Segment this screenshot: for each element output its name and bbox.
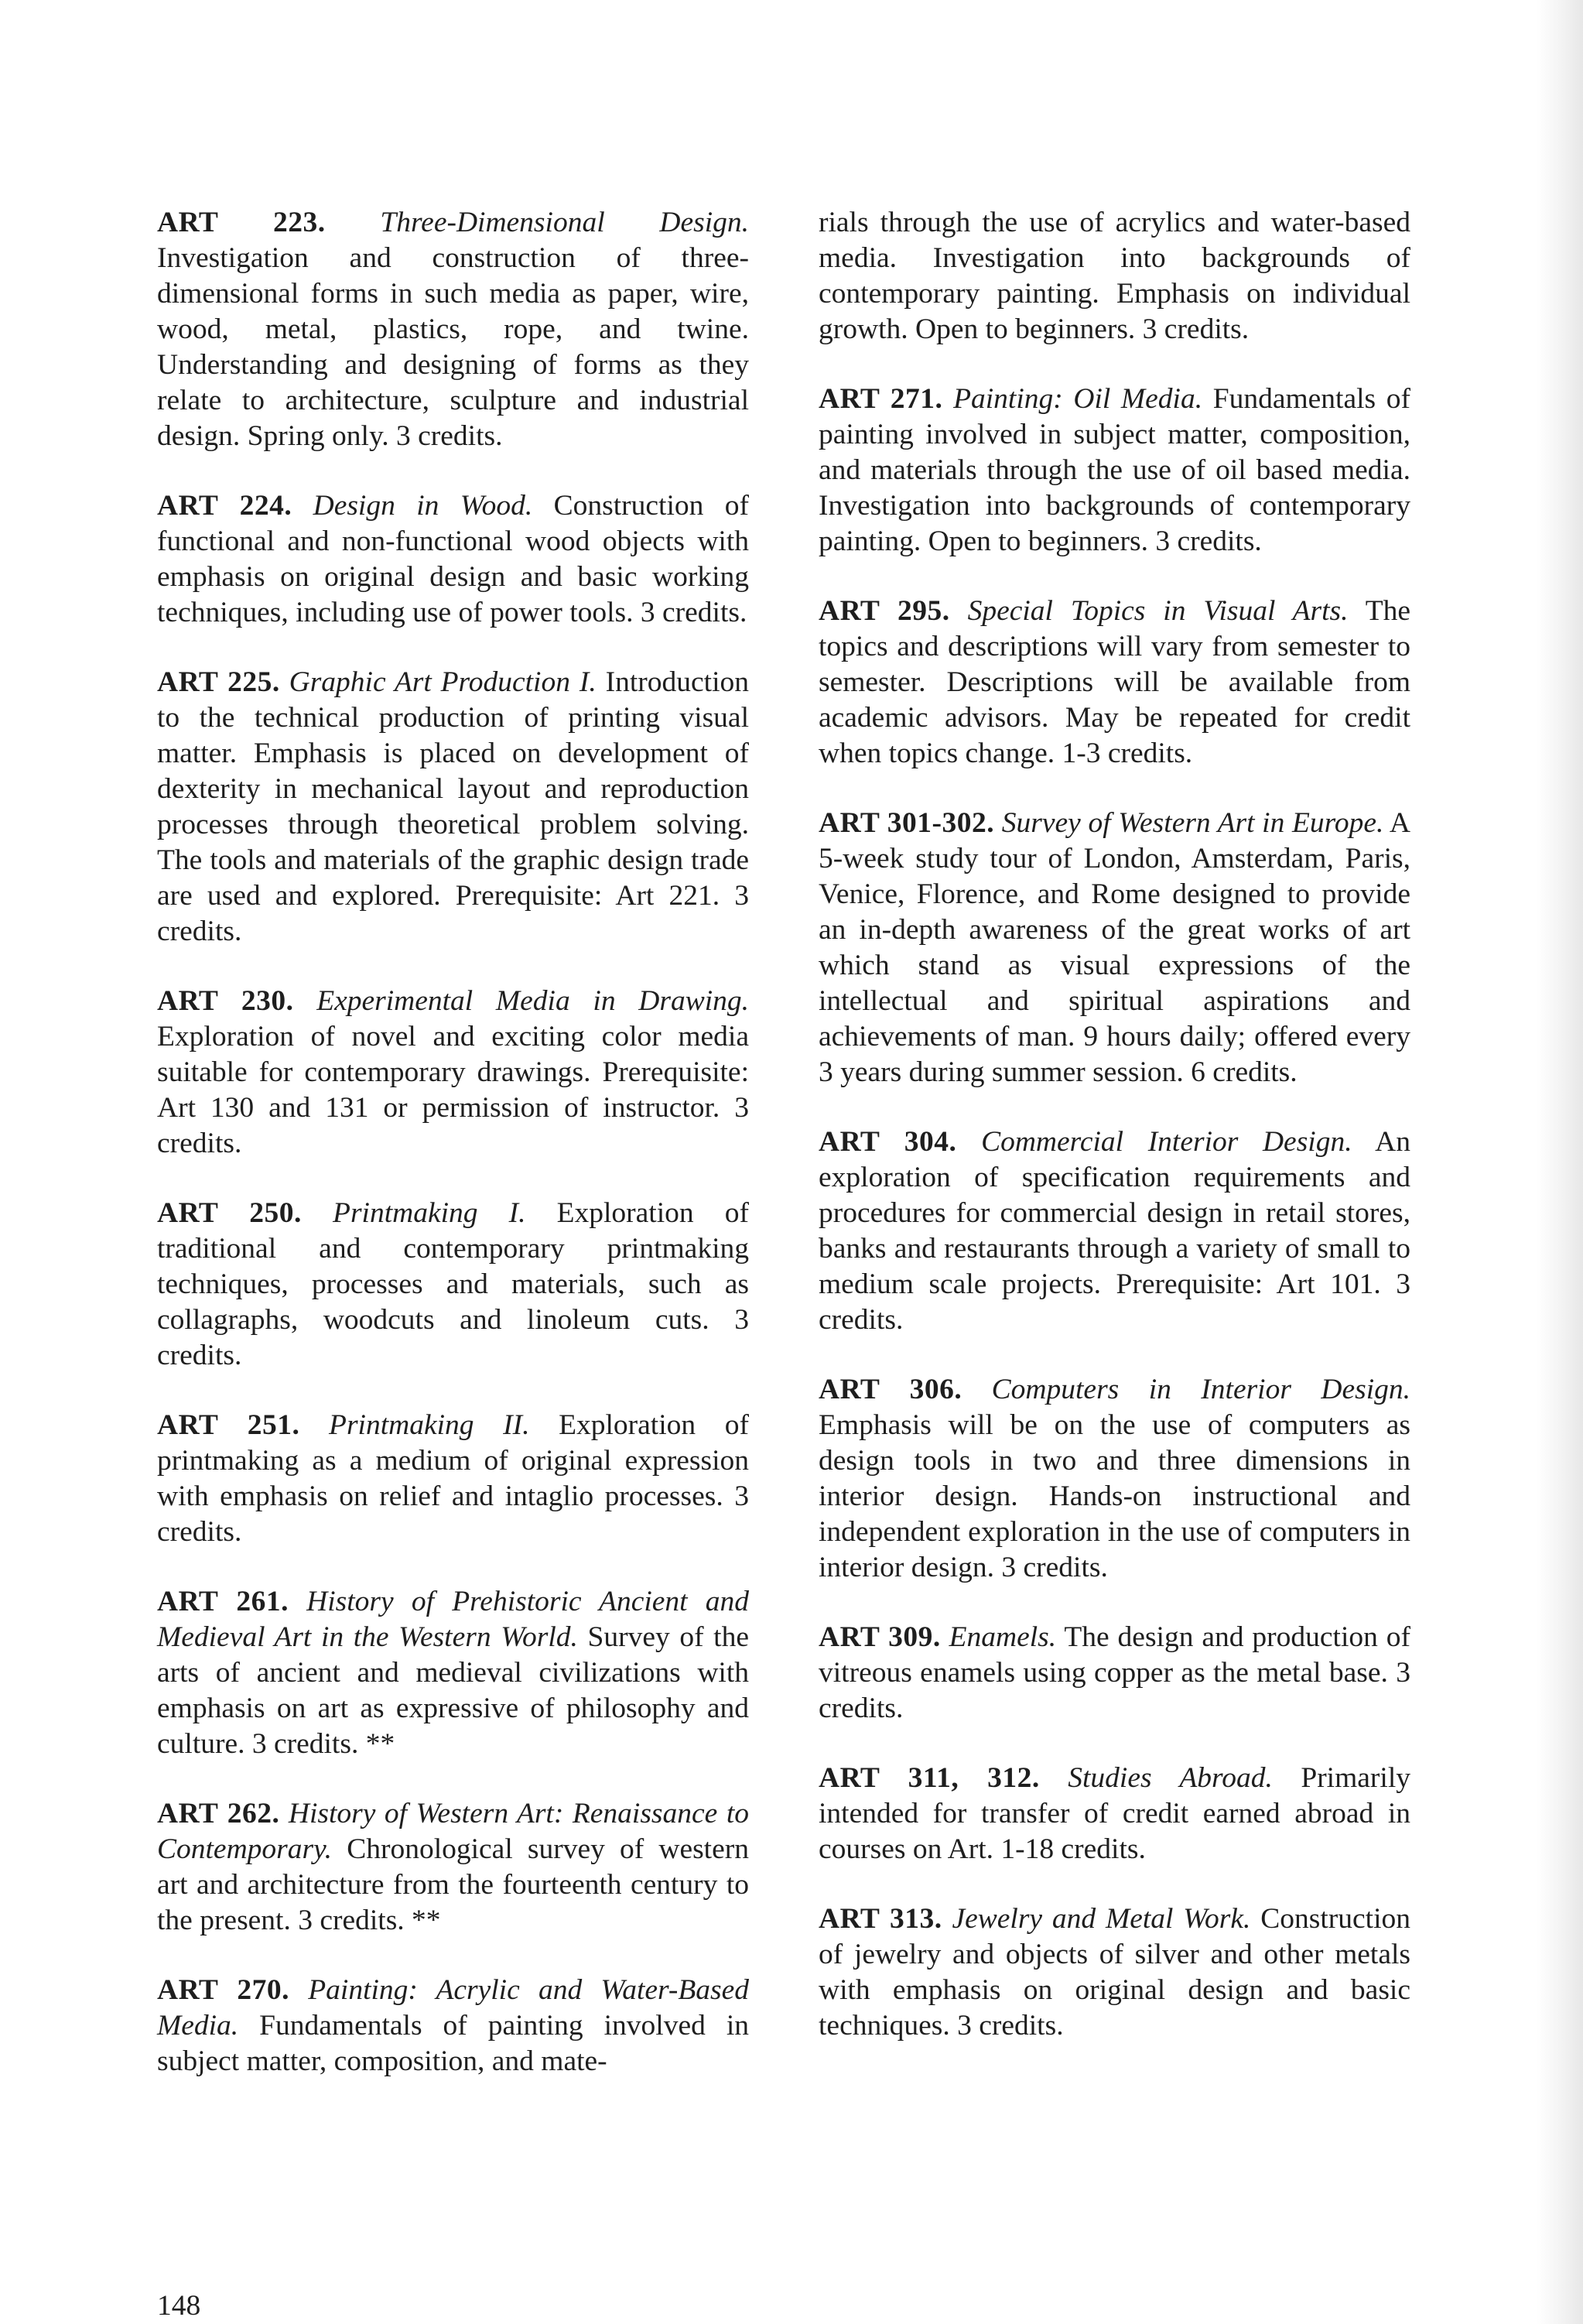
course-title: Commercial Interior Design. (981, 1126, 1352, 1158)
course-description: The topics and descriptions will vary from semester to semester. Descriptions will be available from academic advisors. May be repeated for credit when topics change. 1-3 credits. (819, 595, 1410, 769)
course-code: ART 271. (819, 383, 943, 415)
course-code: ART 224. (157, 490, 292, 522)
course-title: Painting: Oil Media. (953, 383, 1203, 415)
course-description: Exploration of printmaking as a medium of original expression with emphasis on relief and intaglio processes. 3 credits. (157, 1409, 749, 1548)
course-code: ART 250. (157, 1197, 302, 1229)
course-description: Survey of the arts of ancient and medieval civilizations with emphasis on art as expressive of philosophy and culture. 3 credits. ** (157, 1621, 749, 1760)
course-description: Construction of jewelry and objects of silver and other metals with emphasis on original design and basic techniques. 3 credits. (819, 1903, 1411, 2042)
course-title: Three-Dimensional Design. (380, 207, 750, 238)
course-code: ART 313. (819, 1903, 942, 1935)
course-title: Jewelry and Metal Work. (952, 1903, 1251, 1935)
course-entry-continued (819, 205, 1410, 347)
course-title: Survey of Western Art in Europe. (1001, 807, 1384, 839)
course-entry-art-261 (157, 1584, 749, 1762)
course-entry-art-225 (157, 665, 749, 950)
course-code: ART 262. (157, 1798, 280, 1829)
right-column (819, 205, 1410, 2078)
course-entry-art-230 (157, 984, 749, 1162)
course-code: ART 311, 312. (819, 1762, 1040, 1794)
course-code: ART 295. (819, 595, 950, 627)
course-code: ART 230. (157, 985, 294, 1017)
course-code: ART 306. (819, 1374, 962, 1405)
page-edge-shadow (1537, 0, 1583, 2324)
course-code: ART 301-302. (819, 807, 995, 839)
course-entry-art-262 (157, 1796, 749, 1939)
course-description: Investigation and construction of three-dimensional forms in such media as paper, wire, wood, metal, plastics, rope, and twine. Understanding and designing of forms as they relate to architecture, sculpture and industrial design. Spring only. 3 credits. (157, 242, 749, 452)
course-code: ART 304. (819, 1126, 957, 1158)
course-entry-art-270 (157, 1973, 749, 2079)
course-code: ART 309. (819, 1621, 941, 1653)
course-entry-art-271 (819, 382, 1410, 560)
course-title: Printmaking I. (333, 1197, 526, 1229)
course-code: ART 261. (157, 1586, 289, 1617)
course-description: Fundamentals of painting involved in subject matter, composition, and mate- (157, 2010, 749, 2077)
course-description: rials through the use of acrylics and water-based media. Investigation into backgrounds of contemporary painting. Emphasis on individual growth. Open to beginners. 3 credits. (819, 207, 1410, 345)
course-entry-art-306 (819, 1372, 1410, 1586)
course-title: Computers in Interior Design. (991, 1374, 1410, 1405)
course-title: Enamels. (949, 1621, 1057, 1653)
course-description: Primarily intended for transfer of credit earned abroad in courses on Art. 1-18 credits. (819, 1762, 1410, 1865)
page-number: 148 (157, 2290, 201, 2322)
course-title: Printmaking II. (329, 1409, 530, 1441)
course-code: ART 225. (157, 666, 280, 698)
course-code: ART 223. (157, 207, 326, 238)
course-title: Graphic Art Production I. (289, 666, 597, 698)
course-description: Construction of functional and non-functional wood objects with emphasis on original design and basic working techniques, including use of power tools. 3 credits. (157, 490, 750, 628)
course-description: Exploration of novel and exciting color media suitable for contemporary drawings. Prerequisite: Art 130 and 131 or permission of instructor. 3 credits. (157, 1021, 749, 1159)
course-description: Exploration of traditional and contemporary printmaking techniques, processes and materials, such as collagraphs, woodcuts and linoleum cuts. 3 credits. (157, 1197, 749, 1371)
course-description: Fundamentals of painting involved in subject matter, composition, and materials through the use of oil based media. Investigation into backgrounds of contemporary painting. Open to beginners. 3 credits. (819, 383, 1410, 557)
left-column (157, 205, 749, 2114)
course-title: Painting: Acrylic and Water-Based Media. (157, 1974, 750, 2042)
course-entry-art-223 (157, 205, 749, 454)
course-entry-art-224 (157, 488, 749, 631)
course-title: Design in Wood. (313, 490, 533, 522)
course-entry-art-313 (819, 1901, 1410, 2044)
course-entry-art-251 (157, 1408, 749, 1550)
course-title: History of Prehistoric Ancient and Medieval Art in the Western World. (157, 1586, 749, 1653)
course-code: ART 251. (157, 1409, 300, 1441)
course-entry-art-304 (819, 1124, 1410, 1338)
course-entry-art-295 (819, 594, 1410, 772)
course-description: An exploration of specification requirements and procedures for commercial design in retail stores, banks and restaurants through a variety of small to medium scale projects. Prerequisite: Art 101. 3 credits. (819, 1126, 1410, 1336)
course-description: Chronological survey of western art and architecture from the fourteenth century to the present. 3 credits. ** (157, 1833, 749, 1936)
course-entry-art-311-312 (819, 1761, 1410, 1867)
course-description: Emphasis will be on the use of computers as design tools in two and three dimensions in interior design. Hands-on instructional and independent exploration in the use of computers in interior design. 3 credits. (819, 1409, 1410, 1583)
course-description: A 5-week study tour of London, Amsterdam, Paris, Venice, Florence, and Rome designed to provide an in-depth awareness of the great works of art which stand as visual expressions of the intellectual and spiritual aspirations and achievements of man. 9 hours daily; offered every 3 years during summer session. 6 credits. (819, 807, 1410, 1088)
course-code: ART 270. (157, 1974, 290, 2006)
course-title: Special Topics in Visual Arts. (967, 595, 1349, 627)
course-entry-art-301-302 (819, 806, 1410, 1090)
course-description: The design and production of vitreous enamels using copper as the metal base. 3 credits. (819, 1621, 1410, 1724)
course-title: Experimental Media in Drawing. (316, 985, 749, 1017)
course-title: History of Western Art: Renaissance to Contemporary. (157, 1798, 750, 1865)
course-title: Studies Abroad. (1068, 1762, 1273, 1794)
course-entry-art-250 (157, 1196, 749, 1374)
course-entry-art-309 (819, 1620, 1410, 1727)
course-description: Introduction to the technical production of printing visual matter. Emphasis is placed on development of dexterity in mechanical layout and reproduction processes through theoretical problem solving. The tools and materials of the graphic design trade are used and explored. Prerequisite: Art 221. 3 credits. (157, 666, 750, 947)
